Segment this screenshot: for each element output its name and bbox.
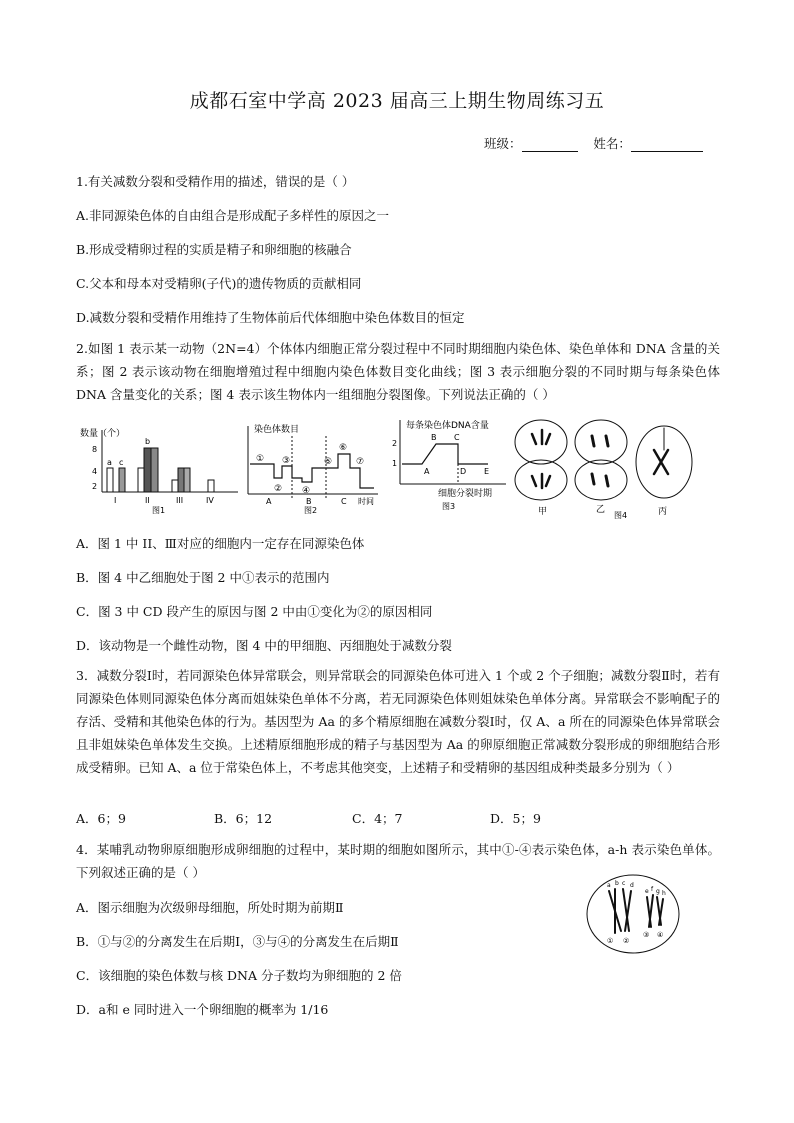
q4-option-a: A．图示细胞为次级卵母细胞，所处时期为前期Ⅱ [76,900,344,915]
q4-label-4: ④ [657,931,664,939]
fig1-bar-I-a [107,468,113,492]
fig3-caption: 图3 [442,502,456,511]
q4-option-d: D．a和 e 同时进入一个卵细胞的概率为 1/16 [76,1002,329,1017]
fig2-caption: 图2 [304,506,318,515]
fig1-tick-8: 8 [92,445,98,454]
fig3-point-A: A [424,467,430,476]
fig2-marker-1: ① [256,454,265,464]
figure-4 [515,420,692,520]
q1-option-c: C.父本和母本对受精卵(子代)的遗传物质的贡献相同 [76,276,362,291]
figure-3 [392,419,506,511]
fig1-bar-IV-a [208,480,214,492]
q1-option-b: B.形成受精卵过程的实质是精子和卵细胞的核融合 [76,242,352,257]
q2-option-d: D．该动物是一个雌性动物，图 4 中的甲细胞、丙细胞处于减数分裂 [76,638,452,653]
fig2-seg-C: C [341,497,347,506]
q4-stem: 4．某哺乳动物卵原细胞形成卵细胞的过程中，某时期的细胞如图所示，其中①-④表示染色体，a-h 表示染色单体。下列叙述正确的是（ ） [76,842,720,880]
q1-option-a: A.非同源染色体的自由组合是形成配子多样性的原因之一 [76,208,390,223]
q4-label-3: ③ [643,931,650,939]
fig2-marker-4: ④ [302,486,311,496]
q4-label-d: d [630,882,634,889]
fig3-tick-1: 1 [392,459,398,468]
fig4-caption: 图4 [614,511,628,520]
figure-2 [248,423,378,515]
fig2-seg-A: A [266,497,272,506]
fig1-legend-a: a [107,458,112,467]
page-title: 成都石室中学高 2023 届高三上期生物周练习五 [189,90,605,112]
fig1-bar-III-c [184,468,190,492]
q4-option-c: C．该细胞的染色体数与核 DNA 分子数均为卵细胞的 2 倍 [76,968,402,983]
fig1-bar-I-c [119,468,125,492]
class-name-line [484,134,703,152]
fig2-marker-5: ⑤ [324,457,333,467]
q4-label-c: c [622,880,626,887]
fig2-marker-6: ⑥ [339,443,348,453]
name-blank [631,137,703,152]
fig4-cell-yi-bottom [575,460,627,500]
fig1-group-IV: IV [206,496,214,505]
name-label: 姓名： [593,136,631,151]
fig1-ylabel: 数量（个） [80,429,126,439]
q3-option-b: B．6；12 [214,811,273,826]
class-label: 班级： [484,136,522,151]
fig2-marker-2: ② [274,484,283,494]
fig1-bar-II-b [144,448,151,492]
fig3-point-B: B [431,433,437,442]
fig1-bar-III-a [172,480,178,492]
q2-option-c: C．图 3 中 CD 段产生的原因与图 2 中由①变化为②的原因相同 [76,604,433,619]
q4-label-g: g [656,888,660,895]
fig1-group-III: III [176,496,184,505]
q4-label-2: ② [623,937,630,945]
q1-option-d: D.减数分裂和受精作用维持了生物体前后代体细胞中染色体数目的恒定 [76,310,465,325]
q2-figures [76,416,716,520]
fig2-marker-7: ⑦ [356,457,365,467]
fig1-bar-III-b [178,468,184,492]
fig2-marker-3: ③ [282,456,291,466]
fig1-caption: 图1 [152,506,166,515]
q3-option-c: C．4；7 [352,811,403,826]
fig3-ylabel: 每条染色体DNA含量 [406,421,489,431]
fig1-legend-b: b [145,437,151,446]
class-blank [522,137,578,152]
fig4-label-bing: 丙 [658,507,668,517]
q2-option-a: A．图 1 中 II、Ⅲ对应的细胞内一定存在同源染色体 [76,536,365,551]
fig2-ylabel: 染色体数目 [254,425,300,435]
q3-stem: 3．减数分裂Ⅰ时，若同源染色体异常联会，则异常联会的同源染色体可进入 1 个或 2 个子细胞；减数分裂Ⅱ时，若有同源染色体则同源染色体分离而姐妹染色单体不分离，若无同源染色体则姐妹染色单体分离。异常联会不影响配子的存活、受精和其他染色体的行为。基因型为 Aa 的多个精原细胞在减数分裂Ⅰ时，仅 A、a 所在的同源染色体异常联会且非姐妹染色单体发生交换。上述精原细胞形成的精子与基因型为 Aa 的卵原细胞正常减数分裂形成的卵细胞结合形成受精卵。已知 A、a 位于常染色体上，不考虑其他突变，上述精子和受精卵的基因组成种类最多分别为（ ） [76,668,720,775]
fig3-tick-2: 2 [392,439,398,448]
fig1-bar-II-c [151,448,158,492]
q2-option-b: B．图 4 中乙细胞处于图 2 中①表示的范围内 [76,570,330,585]
q3-option-d: D．5；9 [490,811,541,826]
fig1-tick-4: 4 [92,467,98,476]
q4-label-h: h [662,890,666,897]
fig3-point-D: D [460,467,467,476]
fig4-label-yi: 乙 [596,505,606,515]
fig2-xlabel: 时间 [358,497,374,506]
fig3-point-C: C [454,433,460,442]
fig3-xlabel: 细胞分裂时期 [438,489,493,499]
q3-option-a: A．6；9 [76,811,126,826]
fig1-tick-2: 2 [92,482,98,491]
q4-label-f: f [651,886,654,893]
fig3-point-E: E [484,467,490,476]
q1-stem: 1.有关减数分裂和受精作用的描述，错误的是（ ） [76,174,355,189]
fig1-group-II: II [145,496,150,505]
fig4-label-jia: 甲 [538,507,548,517]
q4-label-e: e [645,888,649,895]
fig1-group-I: I [114,496,117,505]
fig1-bar-II-a [138,468,144,492]
fig2-seg-B: B [306,497,312,506]
fig4-cell-yi-top [575,420,627,464]
q4-label-1: ① [607,937,614,945]
q4-label-b: b [615,880,619,887]
q2-stem: 2.如图 1 表示某一动物（2N=4）个体体内细胞正常分裂过程中不同时期细胞内染色体、染色单体和 DNA 含量的关系；图 2 表示该动物在细胞增殖过程中细胞内染色体数目变化曲线；图 3 表示细胞分裂的不同时期与每条染色体 DNA 含量变化的关系；图 4 表示该生物体内一组细胞分裂图像。下列说法正确的（ ） [76,341,720,402]
fig1-legend-c: c [119,458,124,467]
figure-1 [80,427,238,515]
q4-label-a: a [607,882,611,889]
q4-cell-figure [585,873,681,955]
q4-option-b: B．①与②的分离发生在后期Ⅰ，③与④的分离发生在后期Ⅱ [76,934,399,949]
